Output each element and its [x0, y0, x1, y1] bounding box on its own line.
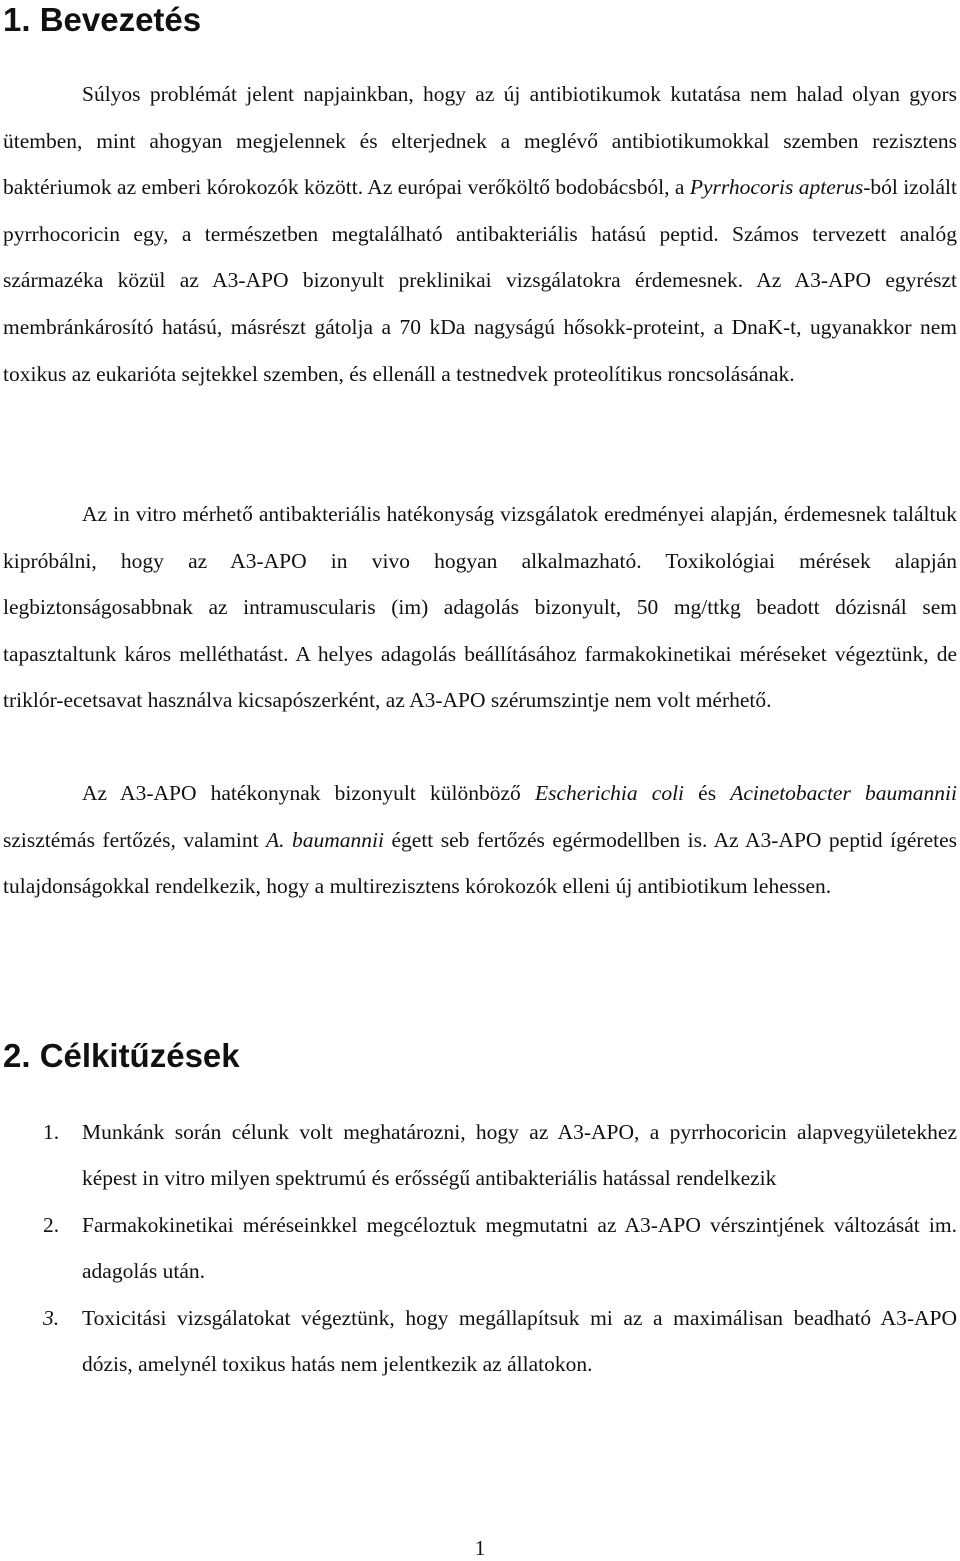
goal-text: Toxicitási vizsgálatokat végeztünk, hogy megállapítsuk mi az a maximálisan beadható A3-APO dózis, amelynél toxikus hatás nem jelentkezik az állatokon. [82, 1306, 957, 1376]
species-name: A. baumannii [266, 827, 384, 852]
text-run: Súlyos problémát jelent napjainkban, hogy az új antibiotikumok kutatása nem halad olyan gyors ütemben, mint ahogyan megjelennek és elterjednek a meglévő antibiotikumokkal szemben rezisztens baktériumok az emberi kórokozók között. Az európai verőköltő bodobácsból, a [3, 82, 957, 200]
goal-item [3, 1296, 957, 1387]
text-run: és [684, 781, 731, 805]
text-run: -ból izolált pyrrhocoricin egy, a természetben megtalálható antibakteriális hatású peptid. Számos tervezett analóg származéka közül az A3-APO bizonyult preklinikai vizsgálatokra érdemesnek. Az A3-APO egyrészt membránkárosító hatású, másrészt gátolja a 70 kDa nagyságú hősokk-proteint, a DnaK-t, ugyanakkor nem toxikus az eukarióta sejtekkel szemben, és ellenáll a testnedvek proteolítikus roncsolásának. [3, 175, 957, 386]
section-heading-celkitu: 2. Célkitűzések [3, 1037, 240, 1074]
goal-text: Farmakokinetikai méréseinkkel megcéloztuk megmutatni az A3-APO vérszintjének változását im. adagolás után. [82, 1213, 957, 1283]
species-name: Pyrrhocoris apterus [689, 175, 864, 200]
goal-number: 3. [43, 1306, 60, 1330]
species-name: Escherichia coli [534, 781, 685, 805]
text-run: Az in vitro mérhető antibakteriális hatékonyság vizsgálatok eredményei alapján, érdemesnek találtuk kipróbálni, hogy az A3-APO in vivo hogyan alkalmazható. Toxikológiai mérések alapján legbiztonságosabbnak az intramuscularis (im) adagolás bizonyult, 50 mg/ttkg beadott dózisnál sem tapasztaltunk káros melléthatást. A helyes adagolás beállításához farmakokinetikai méréseket végeztünk, de triklór-ecetsavat használva kicsapószerként, az A3-APO szérumszintje nem volt mérhető. [3, 502, 957, 713]
page-number: 1 [474, 1536, 486, 1560]
goal-item [3, 1110, 957, 1201]
goal-number: 1. [43, 1120, 60, 1144]
goal-number: 2. [43, 1213, 60, 1237]
species-name: Acinetobacter baumannii [730, 781, 957, 805]
intro-paragraph-1 [3, 71, 957, 397]
goal-text: Munkánk során célunk volt meghatározni, hogy az A3-APO, a pyrrhocoricin alapvegyületekhez képest in vitro milyen spektrumú és erősségű antibakteriális hatással rendelkezik [82, 1120, 957, 1190]
section-heading-bevezetes: 1. Bevezetés [3, 1, 202, 38]
text-run: égett seb fertőzés egérmodellben is. Az A3-APO peptid ígéretes tulajdonságokkal rendelkezik, hogy a multirezisztens kórokozók elleni új antibiotikum lehessen. [3, 827, 957, 899]
text-run: Az A3-APO hatékonynak bizonyult különböző [82, 781, 535, 805]
goals-list [3, 1110, 957, 1389]
intro-paragraph-3 [3, 770, 957, 910]
goal-item [3, 1203, 957, 1294]
intro-paragraph-2 [3, 491, 957, 724]
text-run: szisztémás fertőzés, valamint [3, 827, 267, 852]
